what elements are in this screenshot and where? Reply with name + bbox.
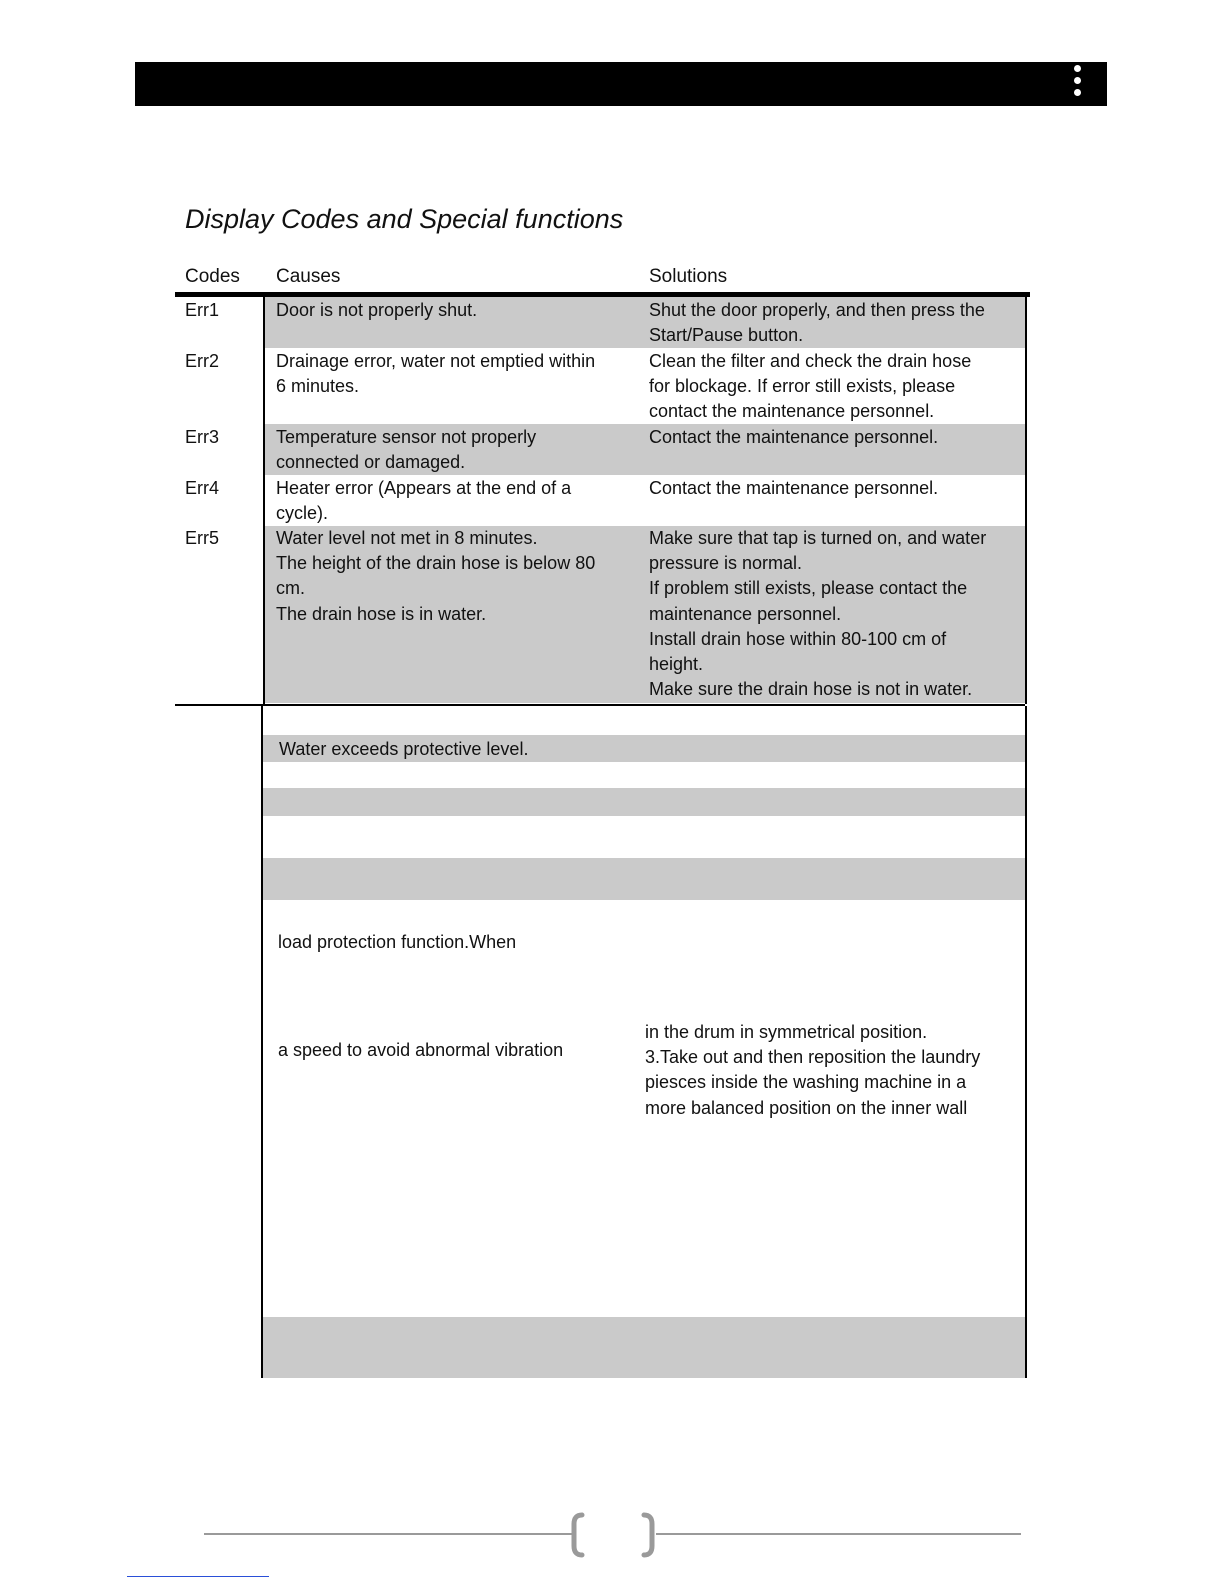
solutions-err5: Make sure that tap is turned on, and water pressure is normal. If problem still exists, please contact the maintenance personnel. Install drain hose within 80-100 cm of height. Make sure the drain hose is not in water. [649,528,987,700]
header-causes: Causes [276,266,341,287]
causes-err4: Heater error (Appears at the end of a cycle). [276,478,572,524]
page-number-bracket-icon [568,1512,658,1558]
causes-err3: Temperature sensor not properly connected or damaged. [276,427,537,473]
causes-load-protection: load protection function.When [278,932,517,952]
footer-rule-left [204,1533,572,1535]
solutions-unbalance: in the drum in symmetrical position. 3.Take out and then reposition the laundry piesces inside the washing machine in a more balanced position on the inner wall [645,1022,981,1118]
header-codes: Codes [185,266,240,287]
causes-water-level: Water exceeds protective level. [279,739,529,759]
lower-left-border [261,706,263,1378]
lower-right-border [1025,706,1027,1378]
table-column-divider [263,297,265,704]
causes-vibration: a speed to avoid abnormal vibration [278,1040,564,1060]
causes-err1: Door is not properly shut. [276,300,478,320]
solutions-err3: Contact the maintenance personnel. [649,427,939,447]
header-bar [135,62,1107,106]
more-options-icon [1074,65,1082,101]
footer-link-underline [127,1576,269,1577]
code-err2: Err2 [185,351,220,371]
solutions-err4: Contact the maintenance personnel. [649,478,939,498]
solutions-err2: Clean the filter and check the drain hose for blockage. If error still exists, please contact the maintenance personnel. [649,351,972,422]
table-section-rule [175,704,1025,706]
table-right-border [1025,297,1027,704]
header-solutions: Solutions [649,266,728,287]
code-err1: Err1 [185,300,220,320]
code-err4: Err4 [185,478,220,498]
page-title: Display Codes and Special functions [185,204,624,234]
row-bg-blank-3 [263,1317,1025,1378]
footer-rule-right [656,1533,1021,1535]
solutions-err1: Shut the door properly, and then press the Start/Pause button. [649,300,985,346]
code-err5: Err5 [185,528,220,548]
code-err3: Err3 [185,427,220,447]
row-bg-blank-1 [263,788,1025,816]
row-bg-blank-2 [263,858,1025,900]
causes-err5: Water level not met in 8 minutes. The height of the drain hose is below 80 cm. The drain hose is in water. [276,528,596,624]
causes-err2: Drainage error, water not emptied within 6 minutes. [276,351,596,397]
